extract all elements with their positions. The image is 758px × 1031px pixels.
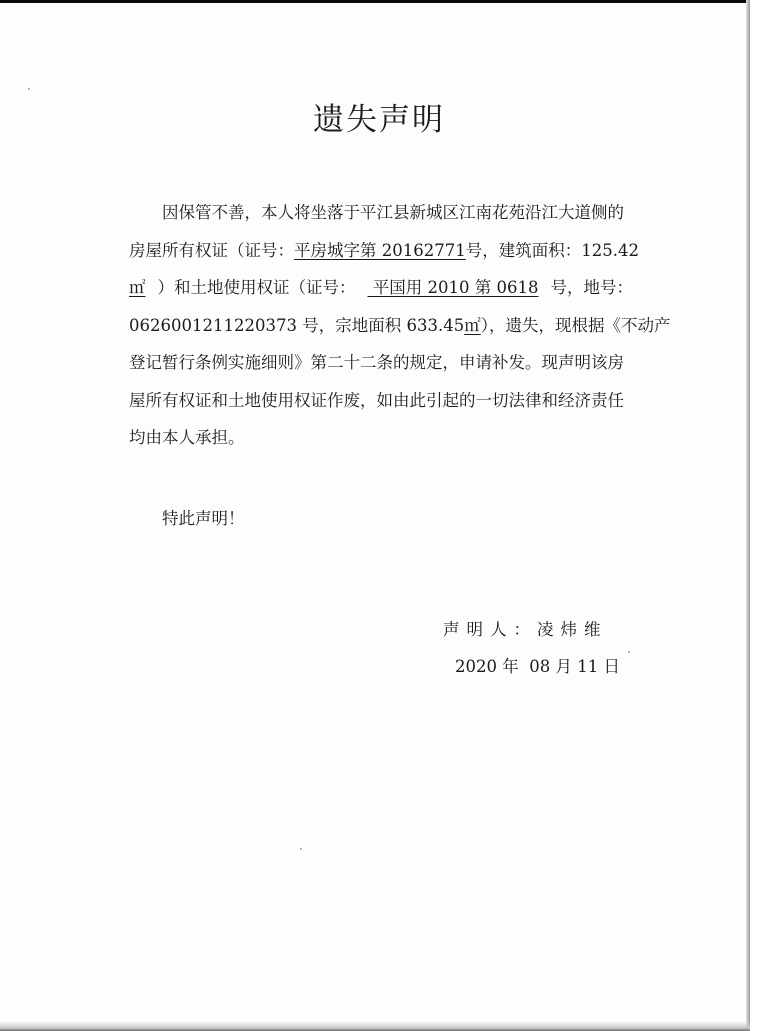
scan-edge-right	[746, 0, 750, 1031]
body-text: 号，宗地面积	[296, 315, 407, 335]
lot-area: 633.45	[406, 315, 465, 335]
body-text: 号，建筑面积：	[465, 240, 582, 260]
land-certificate-number: 平国用 2010 第 0618	[367, 278, 539, 297]
page-title: 遗失声明	[313, 102, 445, 138]
closing-statement: 特此声明！	[162, 509, 245, 528]
body-line-6	[129, 382, 633, 420]
body-text: 房屋所有权证（证号：	[129, 240, 294, 260]
scan-edge-top	[0, 0, 750, 3]
body-text: 因保管不善，本人将坐落于平江县新城区江南花苑沿江大道侧的	[162, 203, 624, 222]
body-text: ），遗失，现根据《不动产	[480, 315, 671, 335]
scan-speck	[28, 88, 30, 90]
body-line-4	[129, 307, 671, 345]
body-text: 登记暂行条例实施细则》第二十二条的规定，申请补发。现声明该房	[129, 353, 624, 372]
signature-block	[443, 615, 608, 645]
statement-body	[129, 194, 671, 457]
area-unit: ㎡	[464, 315, 481, 335]
body-line-1	[129, 194, 633, 232]
body-line-3	[129, 269, 633, 307]
signatory-name: 凌炜维	[537, 620, 608, 639]
body-text: 屋所有权证和土地使用权证作废，如由此引起的一切法律和经济责任	[129, 390, 624, 410]
body-line-2	[129, 232, 639, 270]
house-certificate-number: 平房城字第 20162771	[294, 240, 466, 260]
body-text: 均由本人承担。	[129, 428, 245, 447]
signature-label: 声明人：	[443, 620, 537, 639]
scan-speck	[628, 651, 630, 653]
scan-edge-bottom	[0, 1021, 750, 1031]
scan-speck	[300, 848, 302, 850]
area-unit: ㎡	[129, 278, 146, 297]
body-text: ）和土地使用权证（证号：	[157, 278, 356, 297]
lot-number: 0626001211220373	[129, 315, 297, 335]
building-area: 125.42	[581, 240, 639, 260]
body-line-7	[129, 419, 633, 457]
statement-date: 2020 年 08 月 11 日	[455, 657, 620, 676]
body-line-5	[129, 344, 633, 382]
body-text: 号，地号：	[550, 278, 633, 297]
